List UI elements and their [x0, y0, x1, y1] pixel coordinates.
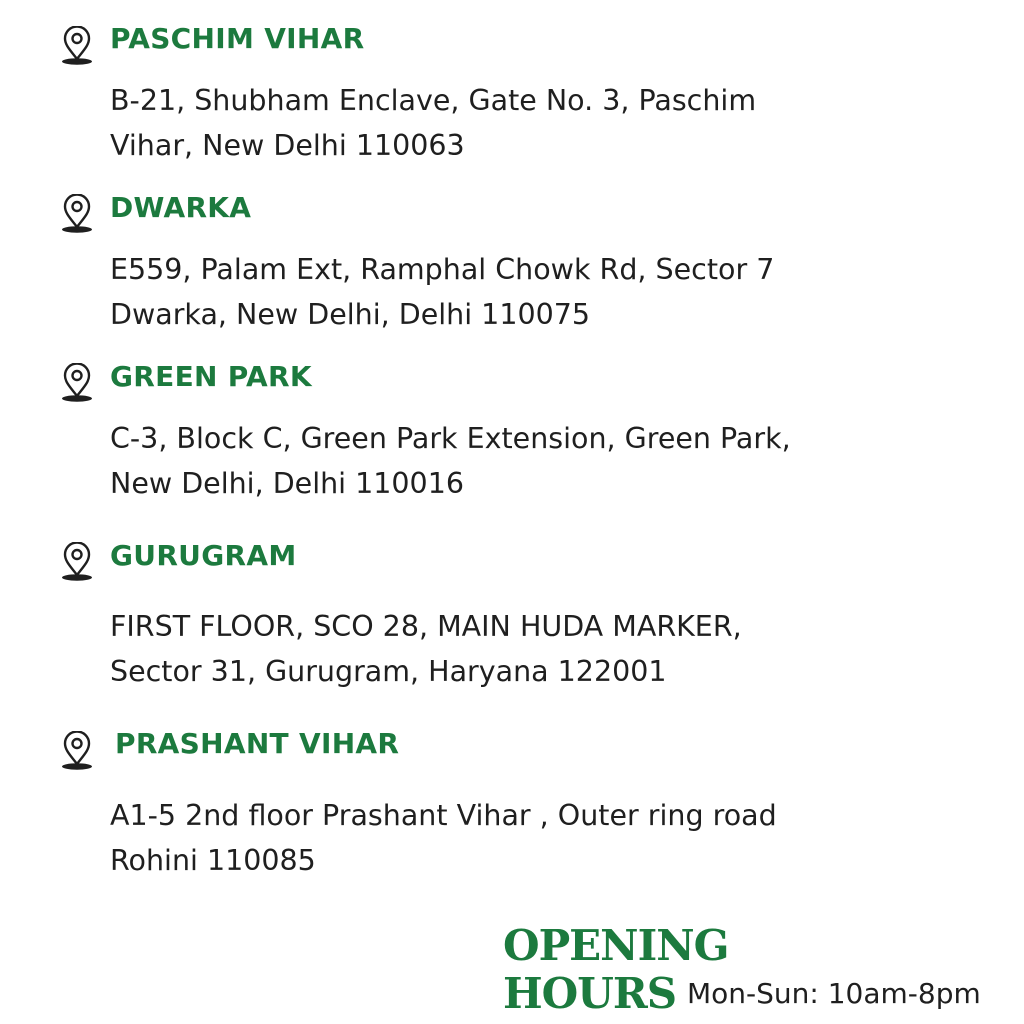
- location-name: PRASHANT VIHAR: [115, 727, 400, 760]
- location-name: GREEN PARK: [110, 360, 312, 393]
- location-name: DWARKA: [110, 191, 252, 224]
- address-line-2: Rohini 110085: [110, 844, 316, 877]
- map-pin-icon: [60, 194, 94, 234]
- opening-hours-time: Mon-Sun: 10am-8pm: [687, 977, 981, 1010]
- address-line-1: B-21, Shubham Enclave, Gate No. 3, Paschim: [110, 84, 757, 117]
- address-line-1: C-3, Block C, Green Park Extension, Green Park,: [110, 422, 791, 455]
- map-pin-icon: [60, 542, 94, 582]
- address-line-2: New Delhi, Delhi 110016: [110, 467, 464, 500]
- address-line-2: Sector 31, Gurugram, Haryana 122001: [110, 655, 667, 688]
- address-line-1: FIRST FLOOR, SCO 28, MAIN HUDA MARKER,: [110, 610, 742, 643]
- location-name: PASCHIM VIHAR: [110, 22, 365, 55]
- address-line-1: A1-5 2nd floor Prashant Vihar , Outer ring road: [110, 799, 777, 832]
- map-pin-icon: [60, 731, 94, 771]
- map-pin-icon: [60, 26, 94, 66]
- opening-hours-title-line1: OPENING: [503, 921, 729, 970]
- address-line-2: Vihar, New Delhi 110063: [110, 129, 465, 162]
- address-line-1: E559, Palam Ext, Ramphal Chowk Rd, Sector 7: [110, 253, 775, 286]
- address-line-2: Dwarka, New Delhi, Delhi 110075: [110, 298, 590, 331]
- opening-hours-title-line2: HOURS: [503, 969, 677, 1018]
- map-pin-icon: [60, 363, 94, 403]
- location-name: GURUGRAM: [110, 539, 297, 572]
